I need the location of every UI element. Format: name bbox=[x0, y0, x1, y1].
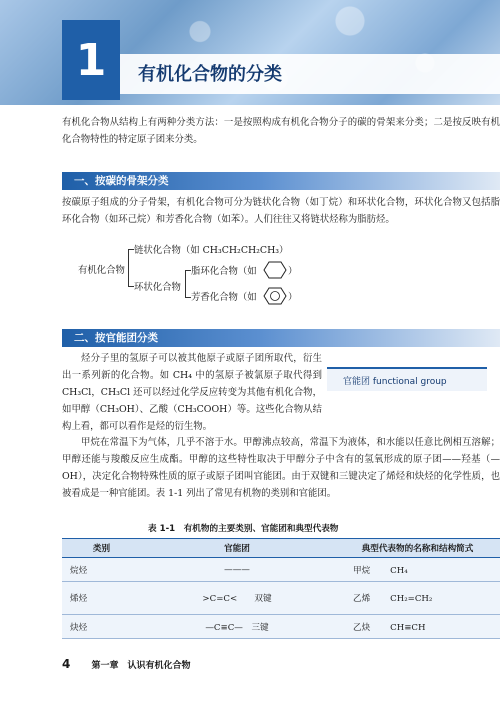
table-header: 典型代表物的名称和结构简式 bbox=[333, 539, 500, 558]
page-number: 4 bbox=[62, 657, 71, 671]
rep-name: 甲烷 bbox=[353, 565, 371, 576]
cell-class: 烷烃 bbox=[62, 558, 141, 582]
glossary-note bbox=[327, 367, 487, 391]
table-header-row bbox=[62, 539, 500, 558]
page-footer bbox=[62, 657, 191, 671]
cell-representative bbox=[333, 558, 500, 582]
cyclohexane-icon bbox=[262, 260, 288, 280]
cell-representative bbox=[333, 582, 500, 615]
section-number: 1 bbox=[62, 20, 120, 100]
glossary-note-text: 官能团 functional group bbox=[343, 377, 447, 387]
tree-aromatic: 芳香化合物（如 bbox=[191, 292, 257, 303]
table-row bbox=[62, 558, 500, 582]
rep-name: 乙烯 bbox=[353, 594, 371, 604]
section2-paragraph2: 甲烷在常温下为气体，几乎不溶于水。甲醇沸点较高，常温下为液体，和水能以任意比例相互溶解；甲醇还能与羧酸反应生成酯。甲醇的这些特性取决于甲醇分子中含有的氢氧形成的原子团——羟基（—OH），决定化合物特殊性质的原子或原子团叫官能团。由于双键和三键决定了烯烃和炔烃的化学性质，也被看成是一种官能团。表 1-1 列出了常见有机物的类别和官能团。 bbox=[62, 437, 500, 499]
rep-name: 乙炔 bbox=[353, 622, 371, 633]
chapter-title: 第一章 认识有机化合物 bbox=[91, 661, 191, 671]
cell-representative bbox=[333, 615, 500, 639]
rep-formula: CH≡CH bbox=[390, 622, 426, 633]
cell-class: 炔烃 bbox=[62, 615, 141, 639]
tree-chain: 链状化合物（如 CH₃CH₂CH₂CH₃） bbox=[134, 245, 289, 256]
table-row bbox=[62, 615, 500, 639]
section1-heading-bar bbox=[62, 172, 500, 190]
table-header: 类别 bbox=[62, 539, 141, 558]
section1-paragraph: 按碳原子组成的分子骨架，有机化合物可分为链状化合物（如丁烷）和环状化合物，环状化合物又包括脂环化合物（如环己烷）和芳香化合物（如苯）。人们往往又将链状烃称为脂肪烃。 bbox=[62, 197, 500, 225]
cell-class: 烯烃 bbox=[62, 582, 141, 615]
tree-close-1: ） bbox=[288, 266, 298, 277]
table-row bbox=[62, 582, 500, 615]
table-caption: 表 1-1 有机物的主要类别、官能团和典型代表物 bbox=[148, 524, 339, 534]
benzene-icon bbox=[262, 286, 288, 306]
page-title: 有机化合物的分类 bbox=[138, 64, 282, 85]
tree-close-2: ） bbox=[288, 292, 298, 303]
table-header: 官能团 bbox=[141, 539, 333, 558]
cell-group: ——— bbox=[141, 558, 333, 582]
section2-paragraph1-a bbox=[62, 350, 322, 435]
rep-formula: CH₂=CH₂ bbox=[390, 594, 433, 604]
section2-heading-bar bbox=[62, 329, 500, 347]
tree-alicyclic: 脂环化合物（如 bbox=[191, 266, 257, 277]
section2-heading: 二、按官能团分类 bbox=[74, 332, 158, 344]
section1-heading: 一、按碳的骨架分类 bbox=[74, 175, 169, 187]
cell-group: —C≡C— 三键 bbox=[141, 615, 333, 639]
intro-paragraph: 有机化合物从结构上有两种分类方法：一是按照构成有机化合物分子的碳的骨架来分类；二是按反映有机化合物特性的特定原子团来分类。 bbox=[62, 117, 500, 145]
tree-root: 有机化合物 bbox=[78, 265, 125, 276]
chapter-banner bbox=[0, 0, 500, 105]
cell-group: >C=C< 双键 bbox=[141, 582, 333, 615]
functional-group-table bbox=[62, 538, 500, 639]
section2-paragraph1: 烃分子里的氢原子可以被其他原子或原子团所取代，衍生出一系列新的化合物。如 CH₄ 中的氢原子被氯原子取代得到 CH₃Cl，CH₃Cl 还可以经过化学反应转变为其他有机化合物，如甲醇（CH₃OH）、乙酸（CH₃COOH）等。这些化合物从结构上看，都可以看作是烃的衍生物。 bbox=[62, 353, 322, 432]
rep-formula: CH₄ bbox=[390, 565, 408, 576]
tree-ring: 环状化合物 bbox=[134, 282, 181, 293]
